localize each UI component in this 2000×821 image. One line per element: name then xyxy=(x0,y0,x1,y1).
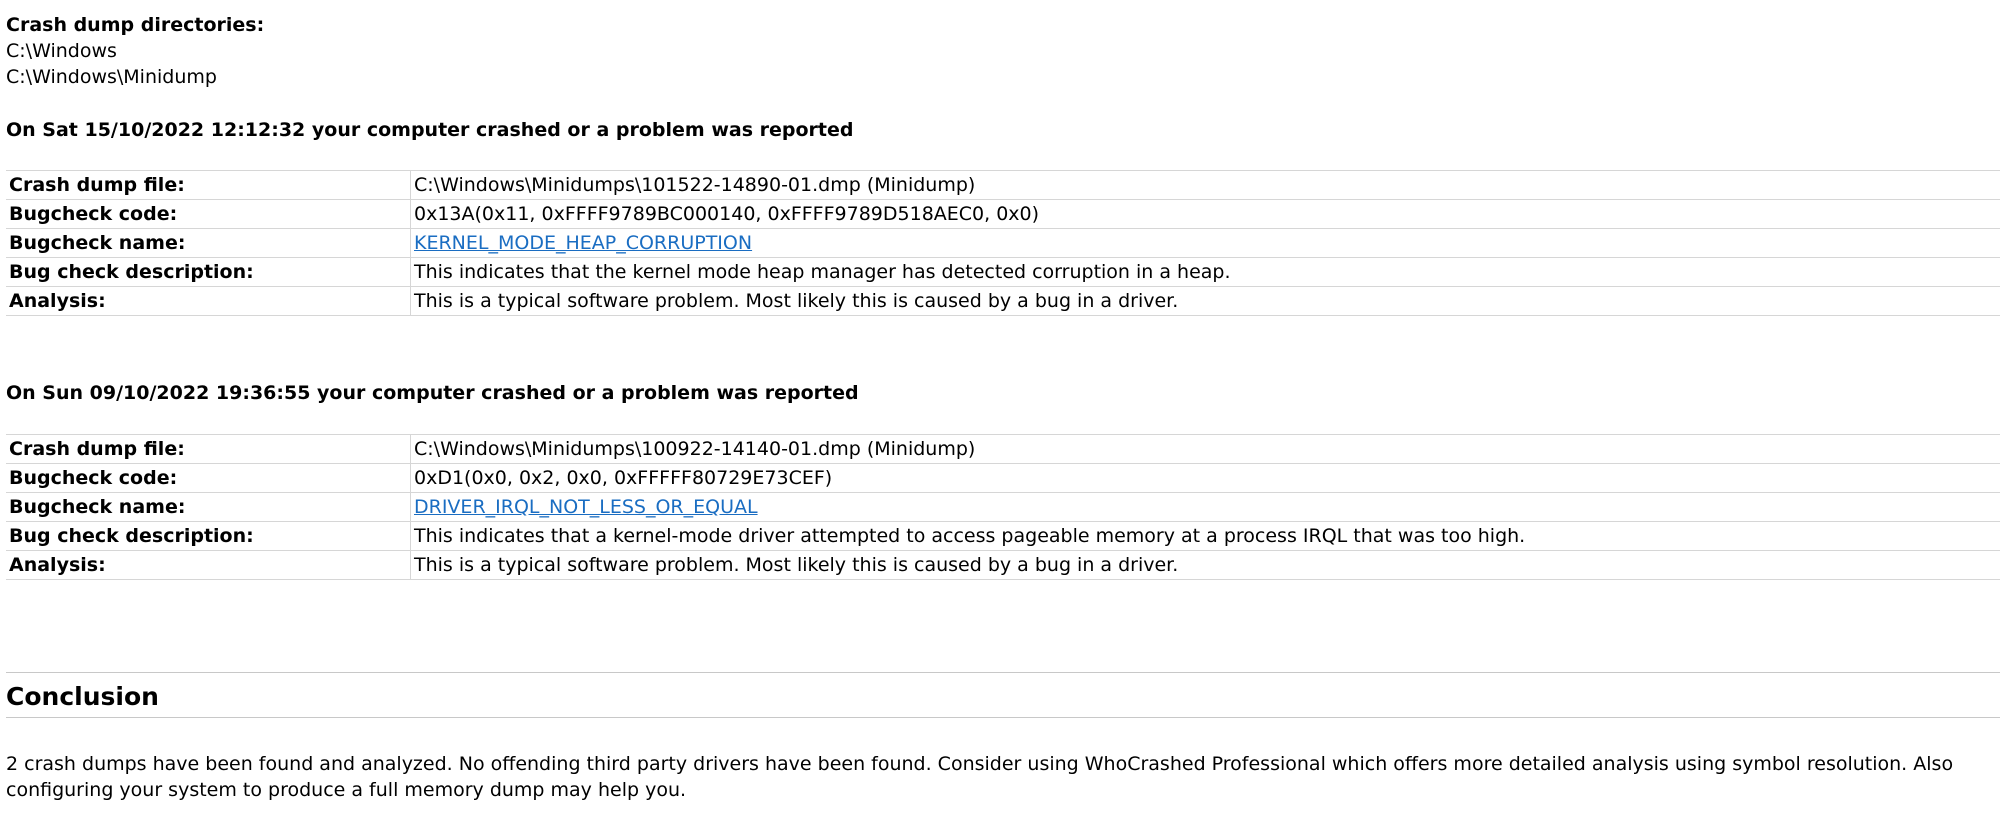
bugcheck-name-cell xyxy=(411,493,2000,522)
bugcheck-name-link[interactable]: KERNEL_MODE_HEAP_CORRUPTION xyxy=(414,232,753,254)
table-row xyxy=(6,435,2000,464)
table-row xyxy=(6,522,2000,551)
dump-directory-path: C:\Windows xyxy=(6,40,117,62)
crash-dump-file-value: C:\Windows\Minidumps\101522-14890-01.dmp (Minidump) xyxy=(411,171,2000,200)
dump-directories xyxy=(6,12,264,90)
bugcheck-code-value: 0xD1(0x0, 0x2, 0x0, 0xFFFFF80729E73CEF) xyxy=(411,464,2000,493)
table-row xyxy=(6,551,2000,580)
conclusion-text: 2 crash dumps have been found and analyzed. No offending third party drivers have been found. Consider using WhoCrashed Professional which offers more detailed analysis using symbol resolution. Also configuring your system to produce a full memory dump may help you. xyxy=(6,753,1954,801)
bugcheck-code-label: Bugcheck code: xyxy=(6,200,411,229)
table-row xyxy=(6,464,2000,493)
bugcheck-name-label: Bugcheck name: xyxy=(6,493,411,522)
bugcheck-code-value: 0x13A(0x11, 0xFFFF9789BC000140, 0xFFFF9789D518AEC0, 0x0) xyxy=(411,200,2000,229)
bug-check-description-label: Bug check description: xyxy=(6,522,411,551)
analysis-value: This is a typical software problem. Most likely this is caused by a bug in a driver. xyxy=(411,551,2000,580)
bugcheck-code-label: Bugcheck code: xyxy=(6,464,411,493)
conclusion-bottom-divider xyxy=(6,717,2000,718)
table-row xyxy=(6,171,2000,200)
dump-directories-heading: Crash dump directories: xyxy=(6,14,265,36)
bugcheck-name-link[interactable]: DRIVER_IRQL_NOT_LESS_OR_EQUAL xyxy=(414,496,758,518)
table-row xyxy=(6,287,2000,316)
crash-dump-file-label: Crash dump file: xyxy=(6,171,411,200)
table-row xyxy=(6,229,2000,258)
conclusion-heading: Conclusion xyxy=(6,682,159,711)
analysis-label: Analysis: xyxy=(6,551,411,580)
conclusion-top-divider xyxy=(6,672,2000,673)
analysis-value: This is a typical software problem. Most likely this is caused by a bug in a driver. xyxy=(411,287,2000,316)
analysis-label: Analysis: xyxy=(6,287,411,316)
table-row xyxy=(6,493,2000,522)
crash-dump-file-label: Crash dump file: xyxy=(6,435,411,464)
crash-2-details-table xyxy=(6,434,2000,580)
table-row xyxy=(6,200,2000,229)
crash-1-title: On Sat 15/10/2022 12:12:32 your computer crashed or a problem was reported xyxy=(6,119,854,141)
bug-check-description-value: This indicates that a kernel-mode driver attempted to access pageable memory at a process IRQL that was too high. xyxy=(411,522,2000,551)
crash-2-title: On Sun 09/10/2022 19:36:55 your computer crashed or a problem was reported xyxy=(6,382,859,404)
crash-1-details-table xyxy=(6,170,2000,316)
bugcheck-name-label: Bugcheck name: xyxy=(6,229,411,258)
table-row xyxy=(6,258,2000,287)
bug-check-description-label: Bug check description: xyxy=(6,258,411,287)
bugcheck-name-cell xyxy=(411,229,2000,258)
bug-check-description-value: This indicates that the kernel mode heap manager has detected corruption in a heap. xyxy=(411,258,2000,287)
dump-directory-path: C:\Windows\Minidump xyxy=(6,66,217,88)
crash-dump-file-value: C:\Windows\Minidumps\100922-14140-01.dmp (Minidump) xyxy=(411,435,2000,464)
